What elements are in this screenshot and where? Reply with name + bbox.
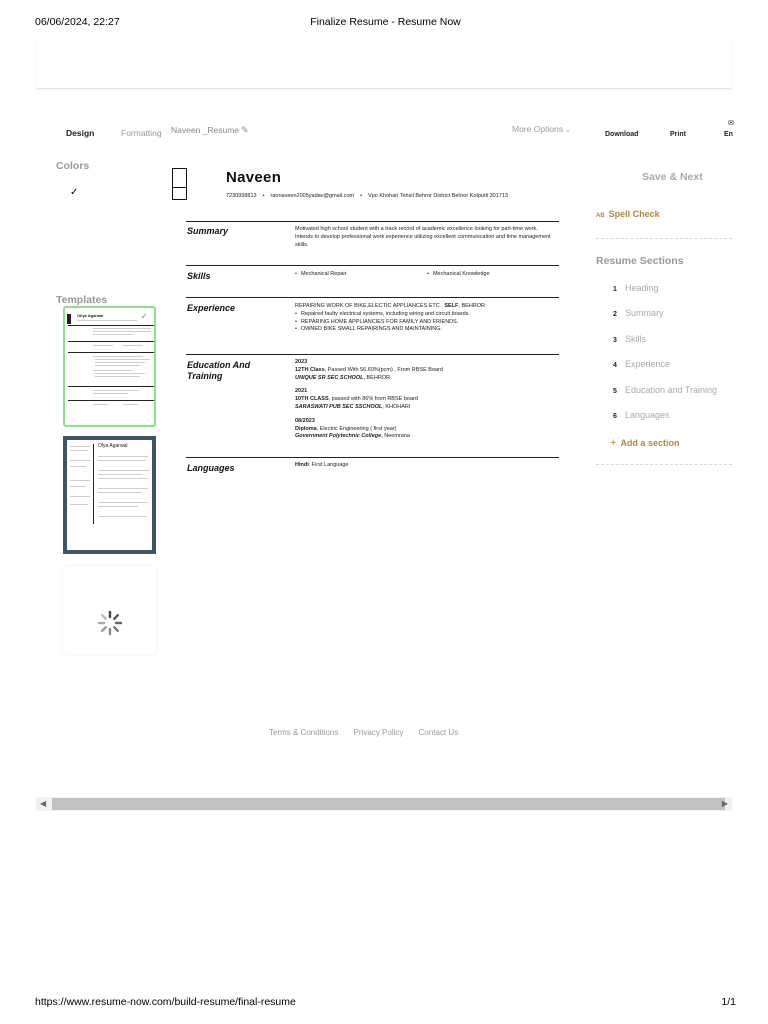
add-section-label: Add a section: [620, 438, 680, 448]
save-next-button[interactable]: Save & Next: [642, 171, 703, 183]
education-list[interactable]: [295, 359, 557, 441]
edu-year: 08/2023: [295, 417, 315, 424]
top-nav-bar: [36, 36, 732, 89]
thumb-line: [98, 470, 150, 471]
section-number: 4: [613, 362, 617, 369]
thumb-rule: [68, 352, 154, 353]
scrollbar-thumb[interactable]: [52, 798, 725, 810]
resume-phone: 7230998813: [226, 193, 257, 199]
editor-toolbar: [36, 112, 732, 152]
thumb-line: [93, 328, 151, 329]
edu-school: SARASWATI PUB SEC SSCHOOL: [295, 403, 383, 410]
resume-contact-line[interactable]: 7230998813 • raonaveen2005yadav@gmail.com • Vpo Khohari Tehsil Behror District Behror Kotputli 301713: [226, 193, 508, 199]
print-url: https://www.resume-now.com/build-resume/final-resume: [35, 996, 296, 1008]
template-thumbnail-selected[interactable]: [63, 306, 156, 427]
horizontal-scrollbar[interactable]: [36, 797, 732, 811]
plus-icon: +: [610, 437, 617, 449]
experience-section-title[interactable]: Experience: [187, 303, 236, 313]
edu-school: UNIQUE SR SEC SCHOOL: [295, 374, 364, 381]
template-thumbnail-loading[interactable]: [63, 566, 156, 654]
thumb-line: [98, 516, 146, 517]
thumb-line: [98, 488, 148, 489]
resume-name-field[interactable]: [171, 125, 249, 136]
section-item-heading[interactable]: [613, 283, 659, 293]
download-button[interactable]: Download: [605, 131, 639, 138]
chevron-down-icon: ⌄: [565, 127, 571, 134]
language-level: : First Language: [308, 462, 349, 468]
section-divider: [186, 297, 559, 298]
thumb-line: [93, 356, 143, 357]
scroll-left-icon[interactable]: ◀: [40, 799, 47, 808]
spell-check-button[interactable]: [596, 209, 660, 219]
resume-name[interactable]: Naveen: [226, 169, 282, 186]
section-label: Education and Training: [625, 385, 718, 395]
print-footer: [35, 996, 736, 1010]
edu-detail: , Electric Engineering ( first year): [316, 425, 397, 432]
print-header: [35, 16, 736, 30]
edu-degree: 12TH Class: [295, 366, 325, 373]
edu-location: , BEHROR: [363, 374, 391, 381]
template-thumbnail[interactable]: [63, 436, 156, 554]
experience-entry[interactable]: [295, 303, 557, 334]
edu-detail: , passed with 86% from RBSE board: [328, 396, 418, 403]
experience-company: SELF: [444, 303, 459, 309]
edu-degree: Diploma: [295, 425, 317, 432]
colors-heading: Colors: [56, 160, 90, 172]
resume-sections-heading: Resume Sections: [596, 255, 684, 267]
thumb-rule: [68, 400, 154, 401]
experience-bullet: • REPARING HOME APPLIANCIES FOR FAMILY AND FRIENDS.: [295, 319, 557, 327]
thumb-line: [98, 492, 142, 493]
thumb-line: [93, 345, 113, 346]
thumb-line: [95, 359, 150, 360]
edu-school: Government Polytechnic College: [295, 433, 382, 440]
thumb-line: [93, 404, 108, 405]
section-item-education[interactable]: [613, 385, 717, 395]
edu-location: , KHOHARI: [382, 403, 411, 410]
education-entry: [295, 359, 557, 382]
section-item-experience[interactable]: [613, 359, 670, 369]
thumb-name: Oliya Agarwal: [77, 313, 104, 318]
print-datetime: 06/06/2024, 22:27: [35, 16, 120, 28]
thumb-line: [95, 376, 140, 377]
section-number: 5: [613, 388, 617, 395]
section-label: Languages: [625, 410, 670, 420]
thumb-line: [93, 390, 138, 391]
terms-link[interactable]: Terms & Conditions: [269, 728, 339, 737]
email-icon: ✉: [728, 120, 734, 127]
thumb-line: [93, 334, 133, 335]
thumb-line: [95, 373, 145, 374]
thumb-line: [95, 362, 145, 363]
edu-year: 2023: [295, 359, 308, 365]
print-page-title: Finalize Resume - Resume Now: [310, 16, 461, 28]
section-number: 6: [613, 413, 617, 420]
experience-heading: [295, 303, 557, 311]
footer-links: [269, 728, 471, 737]
more-options-dropdown[interactable]: [512, 124, 571, 134]
monogram-top: [172, 168, 187, 188]
edu-detail: , Passed With 56.60%(pcm) , From RBSE Board: [324, 366, 443, 373]
print-button[interactable]: Print: [670, 131, 686, 138]
section-item-skills[interactable]: [613, 334, 646, 344]
skill-item: • Mechanical Repair: [295, 271, 347, 279]
section-label: Experience: [625, 359, 671, 369]
thumb-line: [70, 480, 90, 481]
section-divider: [186, 457, 559, 458]
resume-monogram: [172, 168, 187, 200]
panel-divider: [596, 464, 732, 465]
contact-link[interactable]: Contact Us: [418, 728, 459, 737]
spell-check-label: Spell Check: [608, 209, 660, 219]
thumb-line: [123, 345, 143, 346]
section-label: Summary: [625, 308, 664, 318]
tab-design[interactable]: Design: [66, 128, 95, 138]
thumb-rule: [68, 386, 154, 387]
thumb-line: [98, 456, 148, 457]
edu-location: , Neemrana: [381, 433, 410, 440]
experience-bullet: • OWNED BIKE SMALL REPAIRINGS AND MAINTAINING.: [295, 326, 557, 334]
add-section-button[interactable]: [610, 437, 679, 449]
section-label: Skills: [625, 334, 647, 344]
thumb-line: [93, 331, 151, 332]
section-item-summary[interactable]: [613, 308, 664, 318]
email-button[interactable]: En: [724, 131, 733, 138]
section-number: 3: [613, 337, 617, 344]
template-check-icon: ✓: [140, 311, 148, 321]
experience-location: , BEHROR: [458, 303, 486, 309]
thumb-line: [98, 474, 143, 475]
thumb-line: [70, 466, 86, 467]
section-number: 1: [613, 286, 617, 293]
edu-year: 2021: [295, 388, 308, 395]
thumb-line: [70, 460, 90, 461]
thumb-line: [123, 404, 138, 405]
skills-section-title[interactable]: Skills: [187, 271, 211, 281]
thumb-line: [95, 365, 140, 366]
tab-formatting[interactable]: Formatting: [121, 128, 162, 138]
thumb-line: [77, 320, 137, 321]
pencil-icon[interactable]: ✎: [241, 125, 249, 135]
print-page-number: 1/1: [721, 996, 736, 1008]
thumb-line: [70, 446, 90, 447]
skill-item: • Mechanical Knowledge: [427, 271, 490, 279]
summary-section-title[interactable]: Summary: [187, 226, 229, 236]
section-divider: [186, 221, 559, 222]
thumb-line: [98, 506, 138, 507]
experience-bullet: • Repaired faulty electrical systems, including wiring and circuit boards.: [295, 311, 557, 319]
thumb-line: [70, 504, 88, 505]
selected-color-check-icon[interactable]: ✓: [70, 187, 79, 198]
thumb-name: Olya Agarwal: [98, 443, 128, 449]
thumb-line: [98, 460, 146, 461]
edu-degree: 10TH CLASS: [295, 396, 329, 403]
language-name: Hindi: [295, 462, 309, 468]
section-number: 2: [613, 311, 617, 318]
privacy-link[interactable]: Privacy Policy: [353, 728, 404, 737]
thumb-line: [98, 502, 148, 503]
monogram-bottom: [172, 187, 187, 200]
section-label: Heading: [625, 283, 659, 293]
spell-check-icon: AB: [596, 213, 605, 219]
section-divider: [186, 265, 559, 266]
section-divider: [186, 354, 559, 355]
panel-divider: [596, 238, 732, 239]
thumb-line: [93, 370, 133, 371]
resume-address: Vpo Khohari Tehsil Behror District Behror Kotputli 301713: [368, 193, 508, 199]
thumb-line: [70, 486, 86, 487]
resume-email: raonaveen2005yadav@gmail.com: [270, 193, 355, 199]
templates-heading: Templates: [56, 294, 108, 306]
thumb-line: [70, 496, 90, 497]
education-section-title[interactable]: Education And Training: [187, 360, 251, 381]
scroll-right-icon[interactable]: ▶: [721, 799, 728, 808]
more-options-label: More Options: [512, 124, 564, 134]
thumb-rule: [68, 341, 154, 342]
thumb-divider: [93, 444, 94, 524]
languages-section-title[interactable]: Languages: [187, 463, 235, 473]
thumb-line: [98, 478, 148, 479]
thumb-line: [70, 450, 88, 451]
section-item-languages[interactable]: [613, 410, 670, 420]
education-entry: [295, 418, 557, 441]
resume-name-label: Naveen _Resume: [171, 125, 240, 135]
loading-spinner-icon: [97, 610, 123, 636]
thumb-monogram: [67, 314, 71, 324]
thumb-line: [93, 393, 128, 394]
language-entry[interactable]: [295, 462, 557, 470]
thumb-rule: [68, 325, 154, 326]
experience-role: REPAIRING WORK OF BIKE,ELECTIC APPLIANCES ETC ,: [295, 303, 443, 309]
education-entry: [295, 388, 557, 411]
summary-text[interactable]: Motivated high school student with a track record of academic excellence looking for part-time work. Intends to develop professional work experience utilizing excellent communication and time management skills.: [295, 226, 551, 248]
